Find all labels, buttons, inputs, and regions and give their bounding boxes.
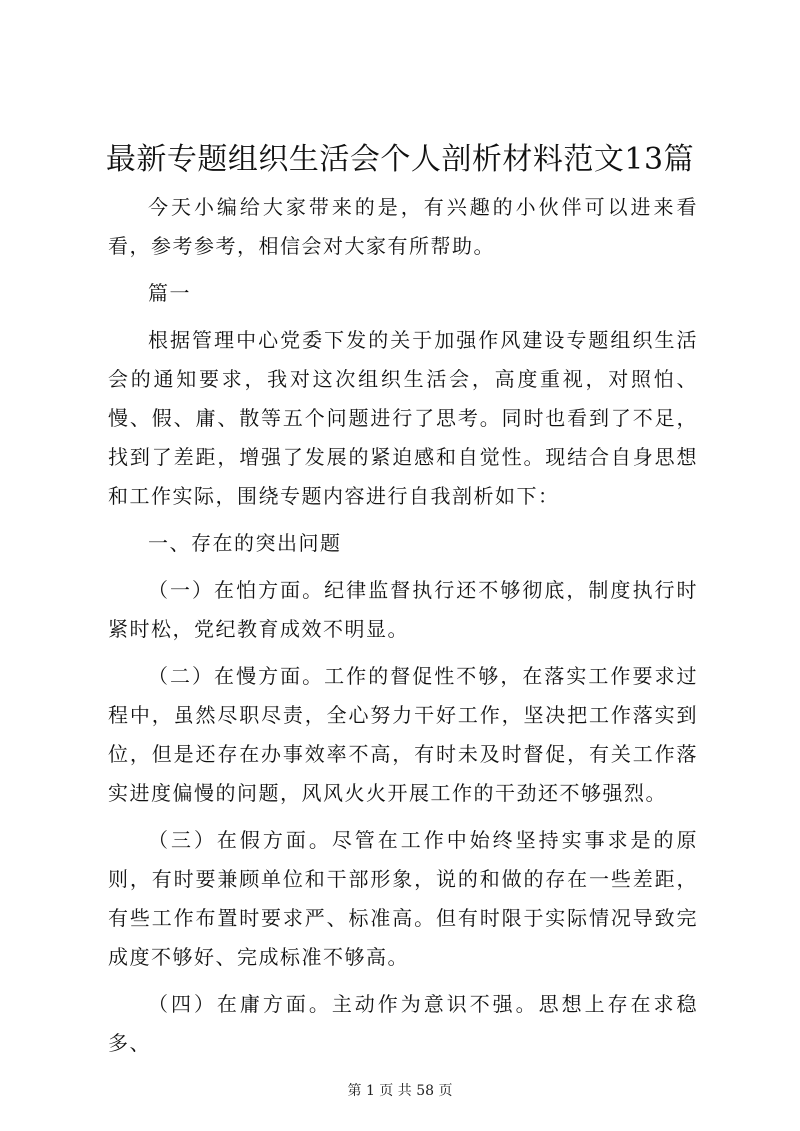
body-paragraph: （三）在假方面。尽管在工作中始终坚持实事求是的原则，有时要兼顾单位和干部形象，说的和做的存在一些差距，有些工作布置时要求严、标准高。但有时限于实际情况导致完成度不够好、完成标准不够高。: [108, 828, 698, 969]
body-paragraph: 根据管理中心党委下发的关于加强作风建设专题组织生活会的通知要求，我对这次组织生活会，高度重视，对照怕、慢、假、庸、散等五个问题进行了思考。同时也看到了不足，找到了差距，增强了发展的紧迫感和自觉性。现结合自身思想和工作实际，围绕专题内容进行自我剖析如下：: [108, 328, 698, 508]
section-heading: 一、存在的突出问题: [148, 531, 342, 555]
intro-paragraph: 今天小编给大家带来的是，有兴趣的小伙伴可以进来看看，参考参考，相信会对大家有所帮助。: [108, 195, 698, 258]
section-label: 篇一: [148, 281, 191, 305]
body-paragraph: （四）在庸方面。主动作为意识不强。思想上存在求稳多、: [108, 992, 698, 1055]
page-title: 最新专题组织生活会个人剖析材料范文13篇: [105, 142, 695, 177]
body-paragraph: （一）在怕方面。纪律监督执行还不够彻底，制度执行时紧时松，党纪教育成效不明显。: [108, 578, 698, 641]
body-paragraph: （二）在慢方面。工作的督促性不够，在落实工作要求过程中，虽然尽职尽责，全心努力干好工作，坚决把工作落实到位，但是还存在办事效率不高，有时未及时督促，有关工作落实进度偏慢的问题，风风火火开展工作的干劲还不够强烈。: [108, 664, 698, 805]
document-body: [108, 188, 698, 1071]
page-footer: 第 1 页 共 58 页: [347, 1083, 453, 1099]
